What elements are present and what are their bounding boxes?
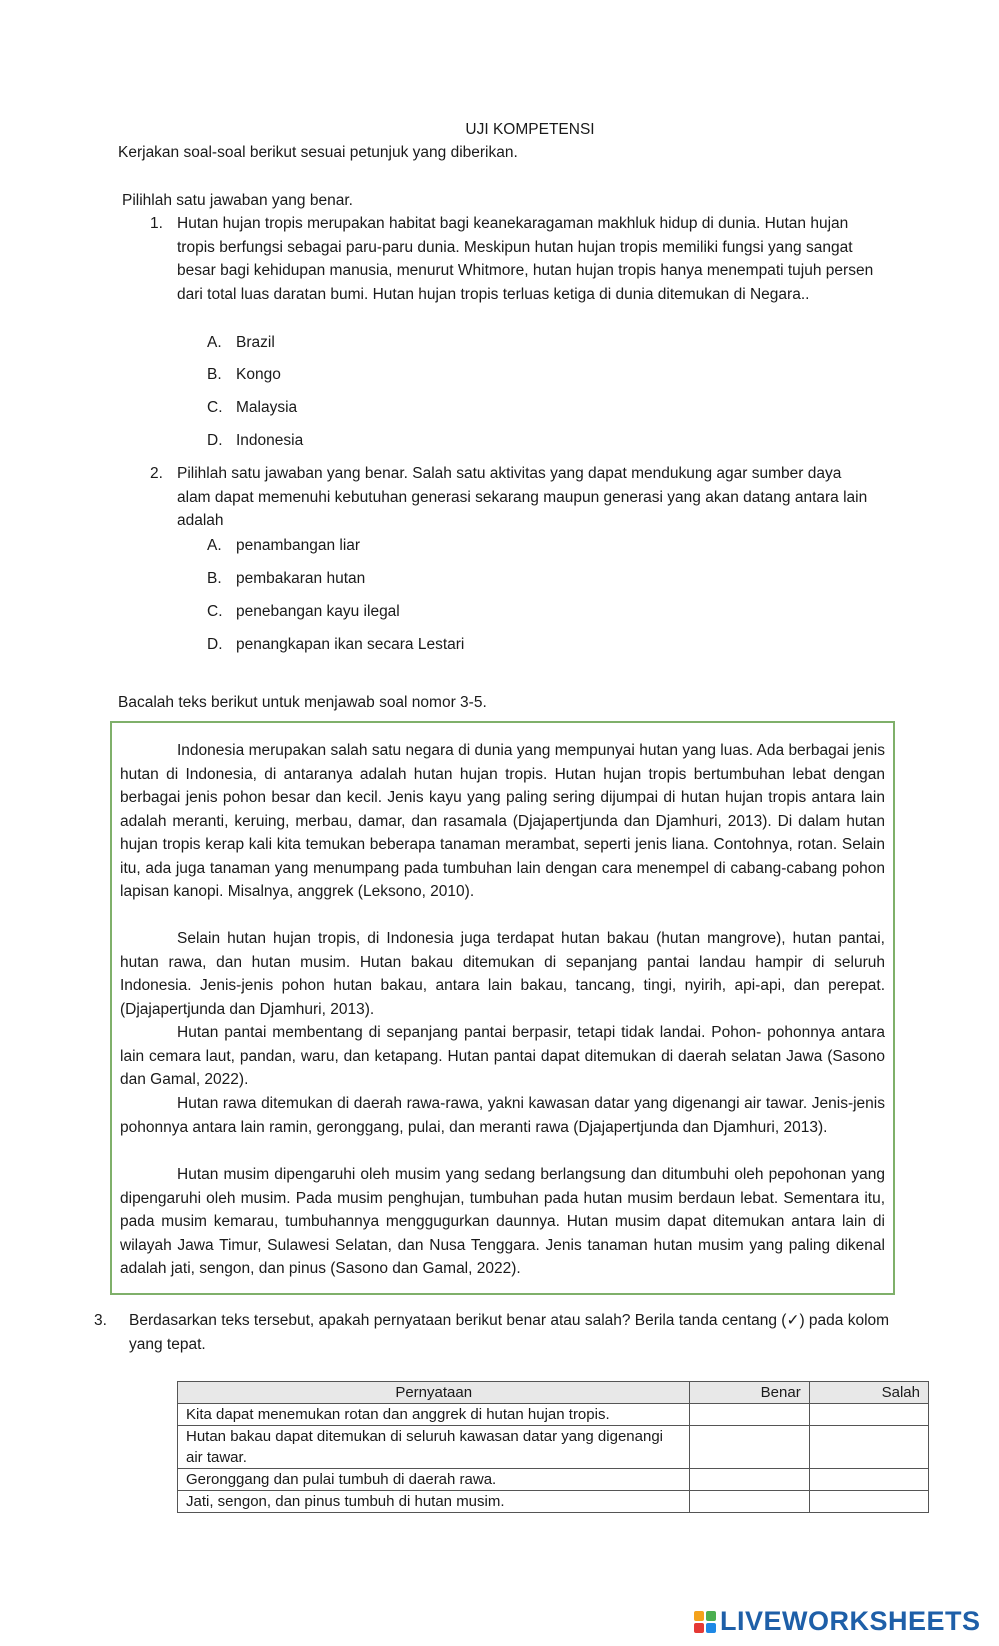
paragraph-text: Indonesia merupakan salah satu negara di dunia yang mempunyai hutan yang luas. Ada berbagai jenis hutan di Indonesia, di antaranya adalah hutan hujan tropis. Hutan hujan tropis bertumbuhan lebat dengan berbagai jenis pohon besar dan kecil. Jenis kayu yang paling sering dijumpai di hutan hujan tropis antara lain adalah meranti, keruing, merbau, damar, dan rasamala (Djajapertjunda dan Djamhuri, 2013). Di dalam hutan hujan tropis kerap kali kita temukan beberapa tanaman merambat, seperti jenis liana. Contohnya, rotan. Selain itu, ada juga tanaman yang menumpang pada tumbuhan lain dengan cara menempel di cabang-cabang pohon lapisan kanopi. Misalnya, anggrek (Leksono, 2010). [120, 742, 885, 900]
option-text: penangkapan ikan secara Lestari [236, 636, 465, 653]
option-text: Brazil [236, 334, 275, 351]
option-letter: B. [207, 570, 222, 587]
statement-cell: Kita dapat menemukan rotan dan anggrek di hutan hujan tropis. [178, 1404, 690, 1426]
header-benar: Benar [690, 1382, 809, 1404]
reading-passage-box [110, 721, 895, 1295]
header-salah: Salah [809, 1382, 928, 1404]
salah-cell[interactable] [809, 1426, 928, 1469]
logo-text: LIVEWORKSHEETS [720, 1606, 981, 1637]
paragraph-text: Hutan rawa ditemukan di daerah rawa-rawa, yakni kawasan datar yang digenangi air tawar. Jenis-jenis pohonnya antara lain ramin, geronggang, pulai, dan meranti rawa (Djajapertjunda dan Djamhuri, 2013). [120, 1095, 885, 1136]
benar-cell[interactable] [690, 1404, 809, 1426]
table-header-row [178, 1382, 929, 1404]
statement-cell: Geronggang dan pulai tumbuh di daerah rawa. [178, 1469, 690, 1491]
option-letter: A. [207, 334, 222, 351]
table-row [178, 1426, 929, 1469]
statement-cell: Hutan bakau dapat ditemukan di seluruh kawasan datar yang digenangi air tawar. [178, 1426, 690, 1469]
option-text: Indonesia [236, 432, 304, 449]
option-letter: D. [207, 432, 223, 449]
option-text: pembakaran hutan [236, 570, 366, 587]
salah-cell[interactable] [809, 1469, 928, 1491]
statement-cell: Jati, sengon, dan pinus tumbuh di hutan musim. [178, 1491, 690, 1513]
header-pernyataan: Pernyataan [178, 1382, 690, 1404]
question-number: 3. [94, 1312, 107, 1329]
salah-cell[interactable] [809, 1404, 928, 1426]
table-row [178, 1404, 929, 1426]
reading-paragraph-2 [120, 927, 885, 1021]
reading-paragraph-4 [120, 1092, 885, 1139]
instruction-text: Kerjakan soal-soal berikut sesuai petunjuk yang diberikan. [118, 144, 518, 161]
logo-mark-square [694, 1623, 704, 1633]
paragraph-text: Selain hutan hujan tropis, di Indonesia juga terdapat hutan bakau (hutan mangrove), hutan pantai, hutan rawa, dan hutan musim. Hutan bakau ditemukan di sepanjang pantai landau hampir di seluruh Indonesia. Jenis-jenis pohon hutan bakau, antara lain bakau, tancang, tingi, nyirih, api-api, dan perepat. (Djajapertjunda dan Djamhuri, 2013). [120, 930, 885, 1018]
option-letter: A. [207, 537, 222, 554]
statement-table [177, 1381, 929, 1513]
liveworksheets-logo [694, 1606, 981, 1638]
option-text: Kongo [236, 366, 281, 383]
option-text: Malaysia [236, 399, 298, 416]
option-letter: C. [207, 399, 223, 416]
benar-cell[interactable] [690, 1491, 809, 1513]
question-text: Hutan hujan tropis merupakan habitat bagi keanekaragaman makhluk hidup di dunia. Hutan hujan tropis berfungsi sebagai paru-paru dunia. Meskipun hutan hujan tropis memiliki fungsi yang sangat besar bagi kehidupan manusia, menurut Whitmore, hutan hujan tropis hanya menempati tujuh persen dari total luas daratan bumi. Hutan hujan tropis terluas ketiga di dunia ditemukan di Negara.. [177, 215, 874, 303]
section-label: Pilihlah satu jawaban yang benar. [122, 192, 353, 209]
question-text: Berdasarkan teks tersebut, apakah pernyataan berikut benar atau salah? Berila tanda centang (✓) pada kolom yang tepat. [129, 1312, 890, 1353]
benar-cell[interactable] [690, 1426, 809, 1469]
option-text: penebangan kayu ilegal [236, 603, 400, 620]
paragraph-text: Hutan pantai membentang di sepanjang pantai berpasir, tetapi tidak landai. Pohon- pohonnya antara lain cemara laut, pandan, waru, dan ketapang. Hutan pantai dapat ditemukan di daerah selatan Jawa (Sasono dan Gamal, 2022). [120, 1024, 885, 1088]
benar-cell[interactable] [690, 1469, 809, 1491]
logo-mark-square [706, 1611, 716, 1621]
table-row [178, 1491, 929, 1513]
question-number: 2. [150, 465, 163, 482]
option-letter: D. [207, 636, 223, 653]
reading-paragraph-3 [120, 1021, 885, 1092]
paragraph-text: Hutan musim dipengaruhi oleh musim yang sedang berlangsung dan ditumbuhi oleh pepohonan yang dipengaruhi oleh musim. Pada musim penghujan, tumbuhan pada hutan musim berdaun lebat. Sementara itu, pada musim kemarau, tumbuhannya menggugurkan daunnya. Hutan musim dapat ditemukan antara lain di wilayah Jawa Timur, Sulawesi Selatan, dan Nusa Tenggara. Jenis tanaman hutan musim yang paling dikenal adalah jati, sengon, dan pinus (Sasono dan Gamal, 2022). [120, 1166, 885, 1277]
reading-paragraph-5 [120, 1163, 885, 1281]
question-text: Pilihlah satu jawaban yang benar. Salah satu aktivitas yang dapat mendukung agar sumber daya alam dapat memenuhi kebutuhan generasi sekarang maupun generasi yang akan datang antara lain adalah [177, 465, 868, 529]
option-letter: B. [207, 366, 222, 383]
logo-mark-square [694, 1611, 704, 1621]
page-title: UJI KOMPETENSI [465, 121, 595, 138]
logo-mark-icon [694, 1611, 716, 1633]
reading-paragraph-1 [120, 739, 885, 904]
option-text: penambangan liar [236, 537, 361, 554]
option-letter: C. [207, 603, 223, 620]
reading-instruction: Bacalah teks berikut untuk menjawab soal nomor 3-5. [118, 694, 487, 711]
table-row [178, 1469, 929, 1491]
question-number: 1. [150, 215, 163, 232]
logo-mark-square [706, 1623, 716, 1633]
salah-cell[interactable] [809, 1491, 928, 1513]
